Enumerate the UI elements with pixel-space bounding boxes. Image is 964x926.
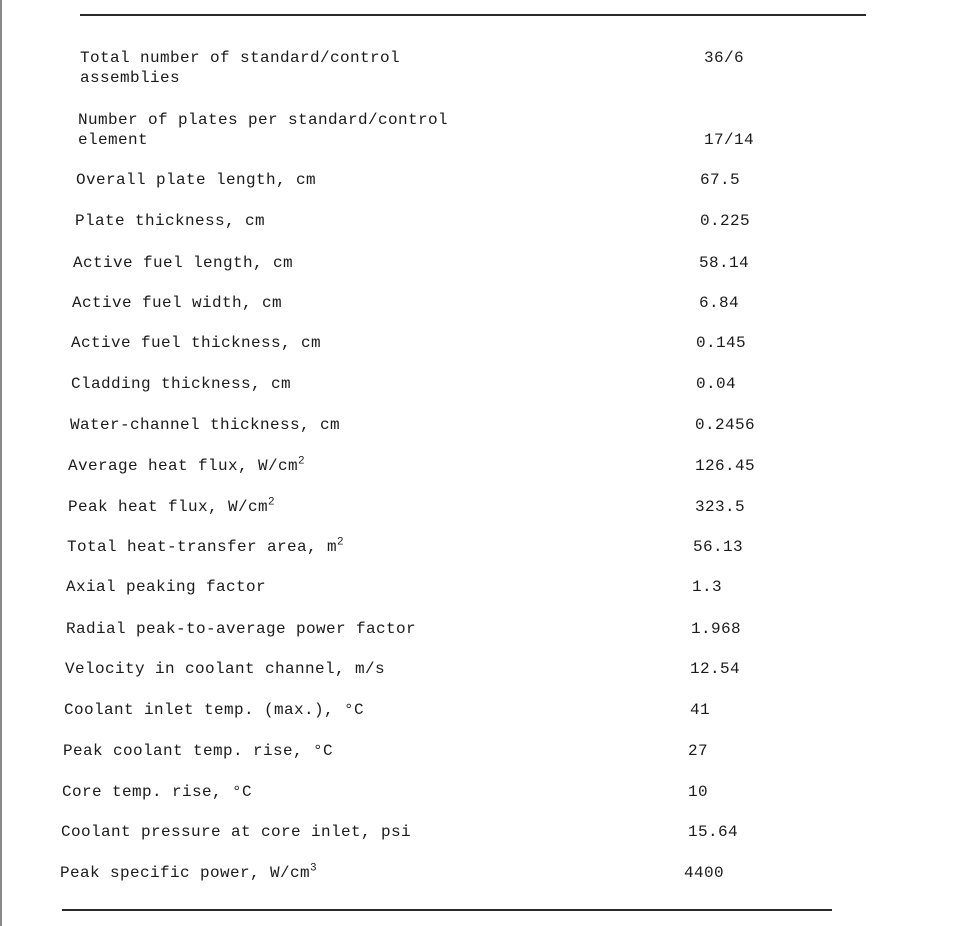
parameter-value: 0.225: [700, 212, 751, 230]
parameter-value: 56.13: [693, 538, 744, 556]
parameter-label: Velocity in coolant channel, m/s: [65, 660, 386, 678]
parameter-label: Active fuel width, cm: [72, 294, 283, 312]
parameter-label: Peak coolant temp. rise, °C: [63, 742, 334, 760]
unit-exponent: 3: [310, 862, 318, 875]
parameter-label: Overall plate length, cm: [76, 171, 317, 189]
table-row: [73, 253, 964, 293]
bottom-rule: [62, 909, 832, 911]
table-row: [63, 741, 963, 781]
table-row: [68, 497, 964, 537]
parameter-value: 12.54: [690, 660, 741, 678]
parameter-value: 1.3: [692, 578, 723, 596]
table-row: [80, 48, 964, 88]
table-row: [60, 863, 960, 903]
table-row: [70, 415, 964, 455]
parameter-value: 323.5: [695, 498, 746, 516]
parameter-value: 0.2456: [695, 416, 756, 434]
table-row: [78, 110, 964, 150]
unit-exponent: 2: [337, 536, 345, 549]
parameter-value: 36/6: [704, 49, 745, 67]
parameter-value: 10: [688, 783, 709, 801]
table-row: [71, 333, 964, 373]
parameter-value: 27: [688, 742, 709, 760]
table-row: [62, 782, 962, 822]
table-row: [66, 577, 964, 617]
parameter-label: [67, 537, 537, 557]
parameter-value: 17/14: [704, 131, 755, 149]
parameter-label: Number of plates per standard/control element: [78, 111, 449, 149]
parameter-value: 4400: [684, 864, 725, 882]
parameter-label: Cladding thickness, cm: [71, 375, 292, 393]
parameter-text: Average heat flux, W/cm: [68, 457, 299, 475]
table-row: [75, 211, 964, 251]
parameter-label: Total number of standard/control assemblies: [80, 49, 401, 87]
table-row: [61, 822, 961, 862]
table-row: [76, 170, 964, 210]
parameter-text: Total heat-transfer area, m: [67, 538, 338, 556]
table-row: [71, 374, 964, 414]
parameter-value: 15.64: [688, 823, 739, 841]
parameter-label: Water-channel thickness, cm: [70, 416, 341, 434]
parameter-value: 0.145: [696, 334, 747, 352]
parameter-value: 126.45: [695, 457, 756, 475]
parameter-text: Peak specific power, W/cm: [60, 864, 311, 882]
parameter-label: Core temp. rise, °C: [62, 783, 253, 801]
parameter-value: 0.04: [696, 375, 737, 393]
parameter-label: Coolant pressure at core inlet, psi: [61, 823, 412, 841]
parameter-value: 41: [690, 701, 711, 719]
parameter-label: Axial peaking factor: [66, 578, 267, 596]
table-row: [67, 537, 964, 577]
table-row: [72, 293, 964, 333]
parameter-value: 1.968: [691, 620, 742, 638]
parameter-label: Plate thickness, cm: [75, 212, 266, 230]
parameter-label: Active fuel length, cm: [73, 254, 294, 272]
table-row: [64, 700, 964, 740]
table-row: [65, 659, 964, 699]
parameter-value: 6.84: [699, 294, 740, 312]
table-row: [68, 456, 964, 496]
parameter-label: Radial peak-to-average power factor: [66, 620, 417, 638]
parameter-label: Coolant inlet temp. (max.), °C: [64, 701, 365, 719]
parameter-label: [60, 863, 530, 883]
unit-exponent: 2: [298, 455, 306, 468]
table-row: [66, 619, 964, 659]
parameter-label: [68, 456, 538, 476]
parameter-label: [68, 497, 538, 517]
unit-exponent: 2: [268, 496, 276, 509]
parameter-text: Peak heat flux, W/cm: [68, 498, 269, 516]
parameter-value: 67.5: [700, 171, 741, 189]
parameter-label: Active fuel thickness, cm: [71, 334, 322, 352]
parameter-value: 58.14: [699, 254, 750, 272]
